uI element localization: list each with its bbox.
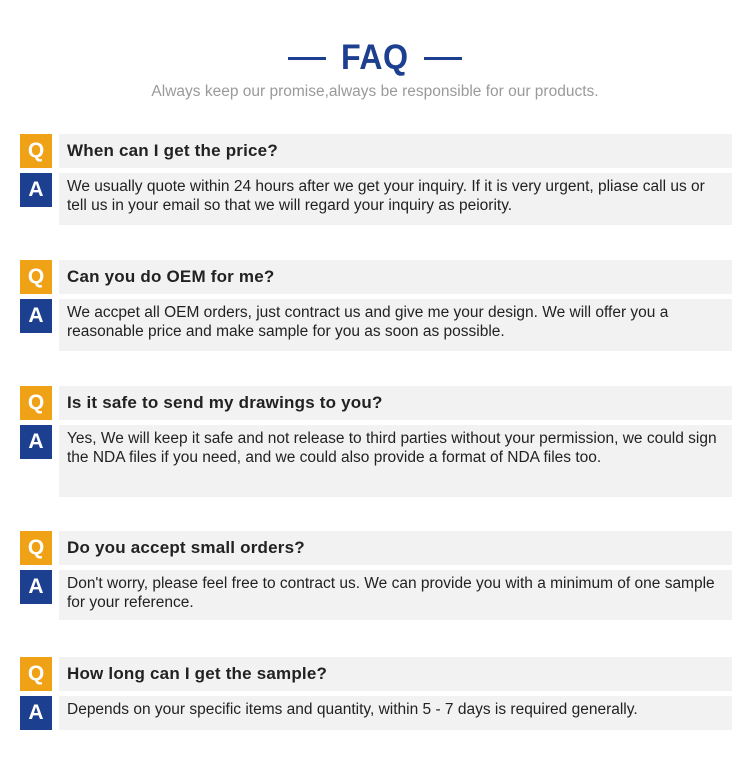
question-badge: Q (20, 260, 52, 294)
question-text: Can you do OEM for me? (59, 260, 732, 294)
answer-text: We accpet all OEM orders, just contract us and give me your design. We will offer you a reasonable price and make sample for you as soon as possible. (59, 299, 732, 351)
answer-text: Depends on your specific items and quantity, within 5 - 7 days is required generally. (59, 696, 732, 730)
question-text: How long can I get the sample? (59, 657, 732, 691)
answer-row (20, 173, 732, 225)
answer-badge: A (20, 299, 52, 333)
page-subtitle: Always keep our promise,always be responsible for our products. (151, 83, 599, 100)
answer-text: Don't worry, please feel free to contract us. We can provide you with a minimum of one sample for your reference. (59, 570, 732, 620)
question-badge: Q (20, 134, 52, 168)
header-right-rule (424, 57, 462, 60)
faq-item (20, 260, 732, 351)
answer-row (20, 425, 732, 497)
question-row (20, 657, 732, 691)
faq-item (20, 134, 732, 225)
answer-row (20, 299, 732, 351)
question-badge: Q (20, 386, 52, 420)
question-text: Is it safe to send my drawings to you? (59, 386, 732, 420)
answer-badge: A (20, 570, 52, 604)
question-row (20, 134, 732, 168)
question-badge: Q (20, 657, 52, 691)
question-badge: Q (20, 531, 52, 565)
faq-header (0, 36, 750, 80)
faq-item (20, 531, 732, 620)
answer-badge: A (20, 696, 52, 730)
header-left-rule (288, 57, 326, 60)
faq-item (20, 386, 732, 497)
question-row (20, 260, 732, 294)
question-row (20, 386, 732, 420)
answer-row (20, 696, 732, 730)
question-text: Do you accept small orders? (59, 531, 732, 565)
page-title: FAQ (341, 38, 409, 77)
answer-badge: A (20, 425, 52, 459)
question-text: When can I get the price? (59, 134, 732, 168)
faq-item (20, 657, 732, 730)
answer-badge: A (20, 173, 52, 207)
answer-row (20, 570, 732, 620)
answer-text: We usually quote within 24 hours after we get your inquiry. If it is very urgent, pliase call us or tell us in your email so that we will regard your inquiry as peiority. (59, 173, 732, 225)
answer-text: Yes, We will keep it safe and not release to third parties without your permission, we could sign the NDA files if you need, and we could also provide a format of NDA files too. (59, 425, 732, 497)
question-row (20, 531, 732, 565)
